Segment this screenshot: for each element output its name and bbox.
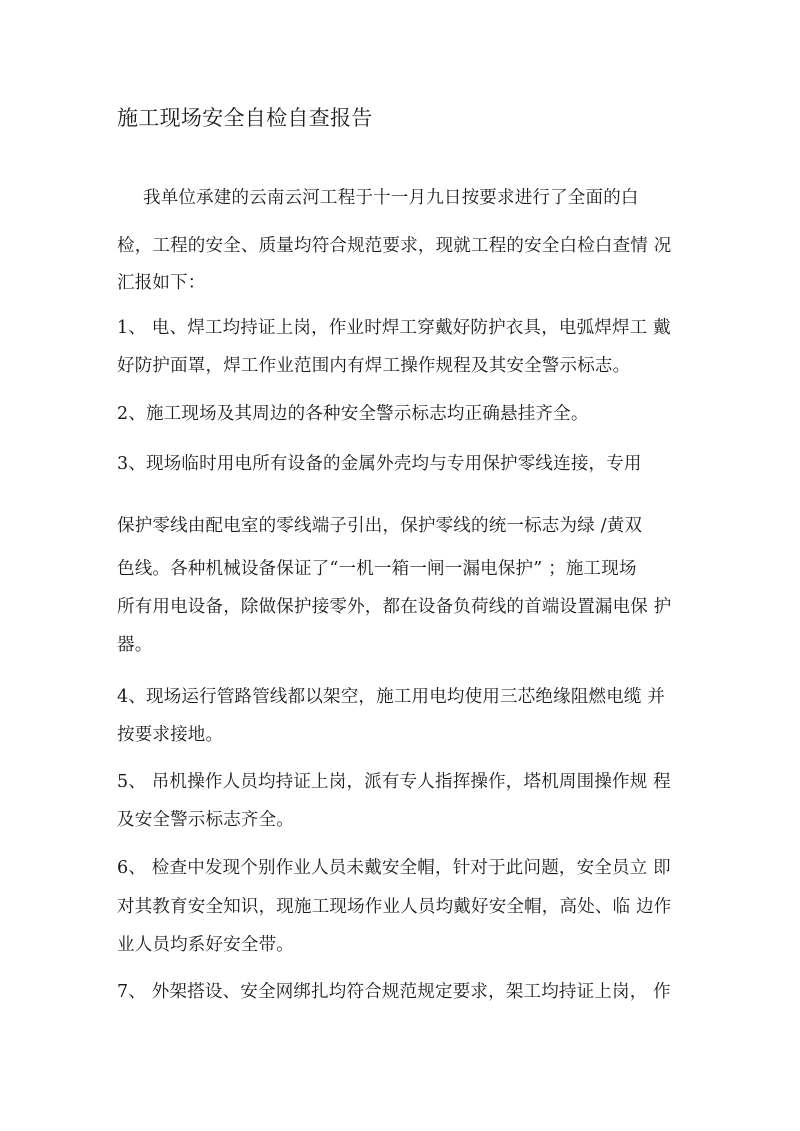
body-line: 色线。各种机械设备保证了“一机一箱一闸一漏电保护” ；施工现场 [117, 559, 637, 579]
body-line: 对其教育安全知识，现施工现场作业人员均戴好安全帽，高处、临 边作 [117, 897, 672, 917]
body-line: 按要求接地。 [117, 725, 224, 745]
body-line: 所有用电设备，除做保护接零外，都在设备负荷线的首端设置漏电保 护 [117, 597, 672, 617]
document-title: 施工现场安全自检自查报告 [117, 106, 373, 130]
body-line: 保护零线由配电室的零线端子引出，保护零线的统一标志为绿 /黄双 [117, 516, 643, 536]
list-item-4: 4、现场运行管路管线都以架空，施工用电均使用三芯绝缘阻燃电缆 并 [117, 687, 666, 707]
body-line: 器。 [117, 635, 153, 655]
list-item-2: 2、施工现场及其周边的各种安全警示标志均正确悬挂齐全。 [117, 404, 589, 424]
list-item-6: 6、 检查中发现个别作业人员未戴安全帽，针对于此问题，安全员立 即 [117, 858, 671, 878]
body-line: 好防护面罩，焊工作业范围内有焊工操作规程及其安全警示标志。 [117, 356, 631, 376]
body-line: 业人员均系好安全带。 [117, 935, 294, 955]
body-line: 检，工程的安全、质量均符合规范要求，现就工程的安全白检白查情 况 [117, 236, 672, 256]
list-item-3: 3、现场临时用电所有设备的金属外壳均与专用保护零线连接，专用 [117, 454, 642, 474]
list-item-1: 1、 电、焊工均持证上岗，作业时焊工穿戴好防护衣具，电弧焊焊工 戴 [117, 318, 671, 338]
list-item-7: 7、 外架搭设、安全网绑扎均符合规范规定要求，架工均持证上岗， 作 [117, 982, 671, 1002]
body-line: 及安全警示标志齐全。 [117, 810, 294, 830]
body-line: 汇报如下： [117, 273, 206, 293]
list-item-5: 5、 吊机操作人员均持证上岗，派有专人指挥操作，塔机周围操作规 程 [117, 772, 671, 792]
body-line: 我单位承建的云南云河工程于十一月九日按要求进行了全面的白 [143, 188, 639, 208]
